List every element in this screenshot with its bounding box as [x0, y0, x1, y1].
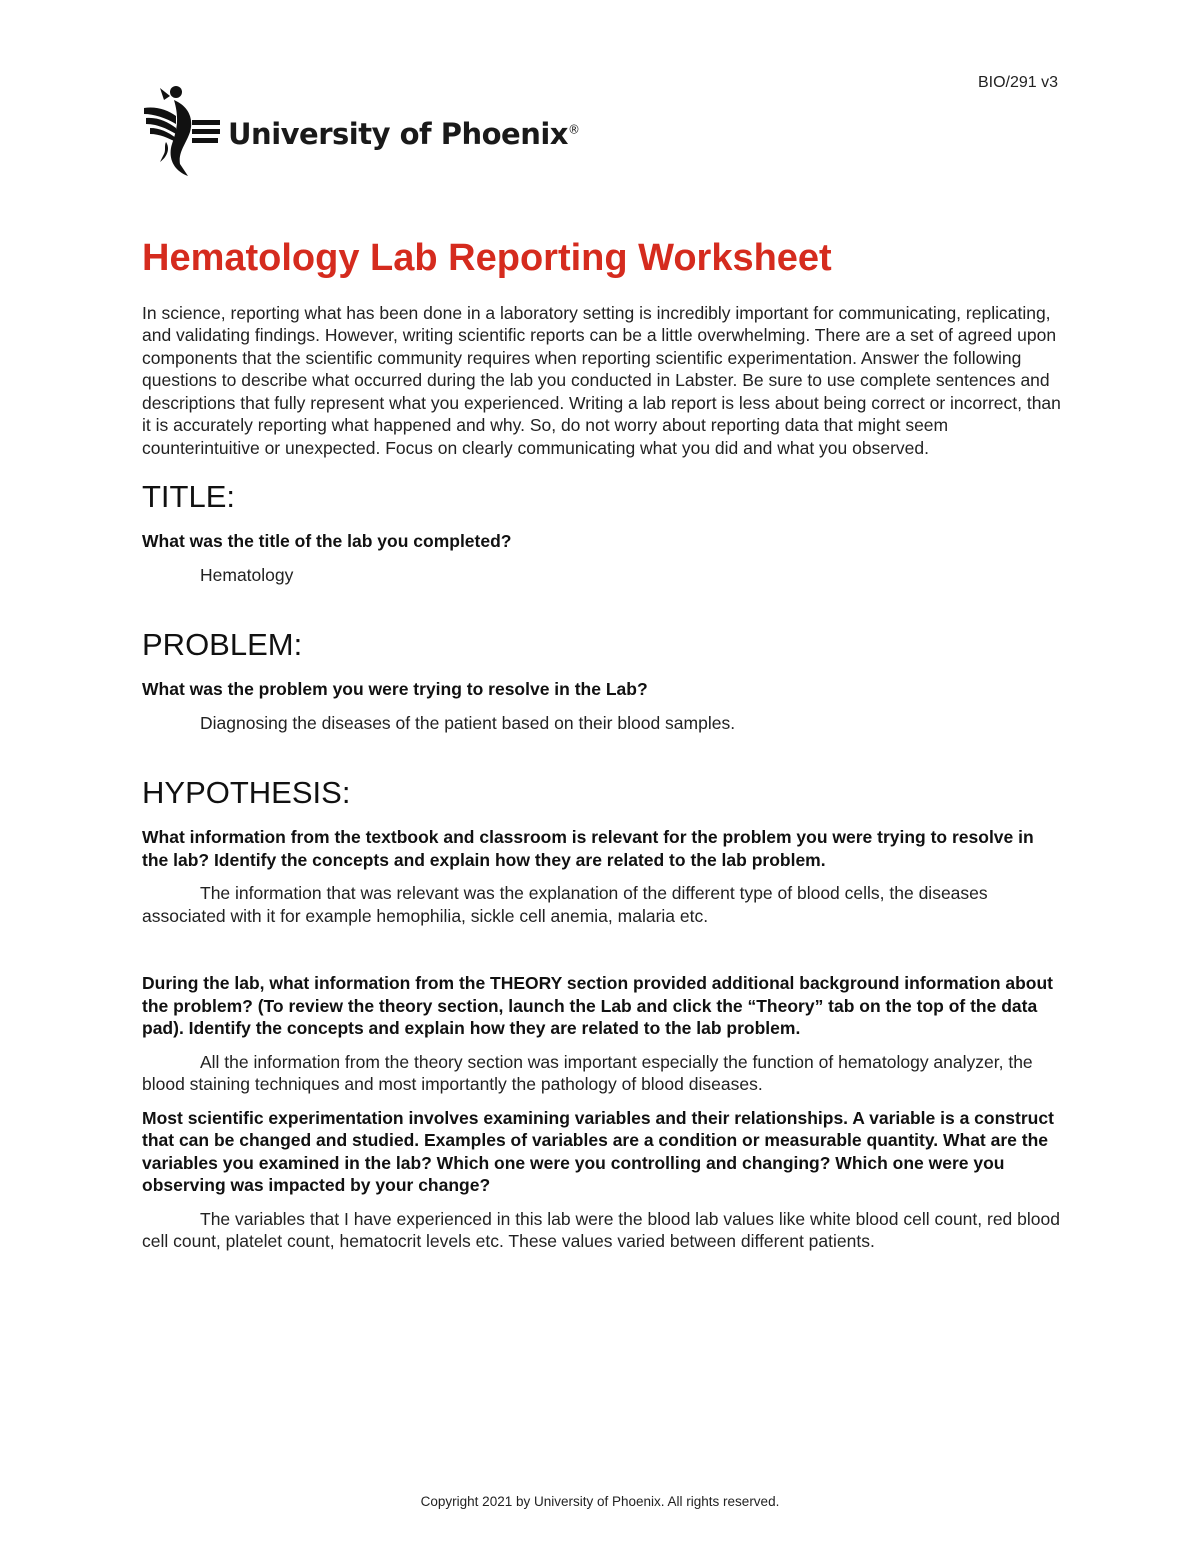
question-hypothesis-3: Most scientific experimentation involves examining variables and their relationships. A variable is a construct that can be changed and studied. Examples of variables are a condition or measurable quantity. What are the variables you examined in the lab? Which one were you controlling and changing? Which one were you observing was impacted by your change?: [142, 1107, 1054, 1196]
copyright-footer: Copyright 2021 by University of Phoenix. All rights reserved.: [420, 1494, 780, 1509]
answer-hypothesis-2: All the information from the theory section was important especially the function of hematology analyzer, the blood staining techniques and most importantly the pathology of blood diseases.: [142, 1051, 1033, 1095]
answer-hypothesis-3: The variables that I have experienced in this lab were the blood lab values like white blood cell count, red blood cell count, platelet count, hematocrit levels etc. These values varied between different patients.: [142, 1208, 1060, 1252]
section-heading-hypothesis: HYPOTHESIS:: [142, 775, 351, 811]
section-heading-problem: PROBLEM:: [142, 627, 303, 663]
phoenix-icon: [142, 84, 222, 176]
intro-paragraph: In science, reporting what has been done in a laboratory setting is incredibly important for communicating, replicating, and validating findings. However, writing scientific reports can be a little overwhelming. There are a set of agreed upon components that the scientific community requires when reporting scientific experimentation. Answer the following questions to describe what occurred during the lab you conducted in Labster. Be sure to use complete sentences and descriptions that fully represent what you experienced. Writing a lab report is less about being correct or incorrect, than it is accurately reporting what happened and why. So, do not worry about reporting data that might seem counterintuitive or unexpected. Focus on clearly communicating what you did and what you observed.: [142, 302, 1061, 458]
section-heading-title: TITLE:: [142, 479, 236, 515]
answer-hypothesis-1: The information that was relevant was the explanation of the different type of blood cells, the diseases associated with it for example hemophilia, sickle cell anemia, malaria etc.: [142, 883, 988, 926]
university-name: University of Phoenix®: [228, 117, 580, 151]
page-title: Hematology Lab Reporting Worksheet: [142, 237, 832, 279]
question-hypothesis-2: During the lab, what information from the THEORY section provided additional background information about the problem? (To review the theory section, launch the Lab and click the “Theory” tab on the top of the data pad). Identify the concepts and explain how they are related to the lab problem.: [142, 973, 1053, 1039]
question-problem: What was the problem you were trying to resolve in the Lab?: [142, 679, 648, 700]
answer-title: Hematology: [200, 564, 294, 585]
answer-problem: Diagnosing the diseases of the patient based on their blood samples.: [200, 712, 736, 733]
question-title: What was the title of the lab you completed?: [142, 531, 512, 552]
worksheet-content: [142, 236, 1062, 1253]
question-hypothesis-1: What information from the textbook and classroom is relevant for the problem you were trying to resolve in the lab? Identify the concepts and explain how they are related to the lab problem.: [142, 827, 1034, 870]
university-logo: [142, 84, 580, 176]
course-code: BIO/291 v3: [977, 74, 1058, 91]
